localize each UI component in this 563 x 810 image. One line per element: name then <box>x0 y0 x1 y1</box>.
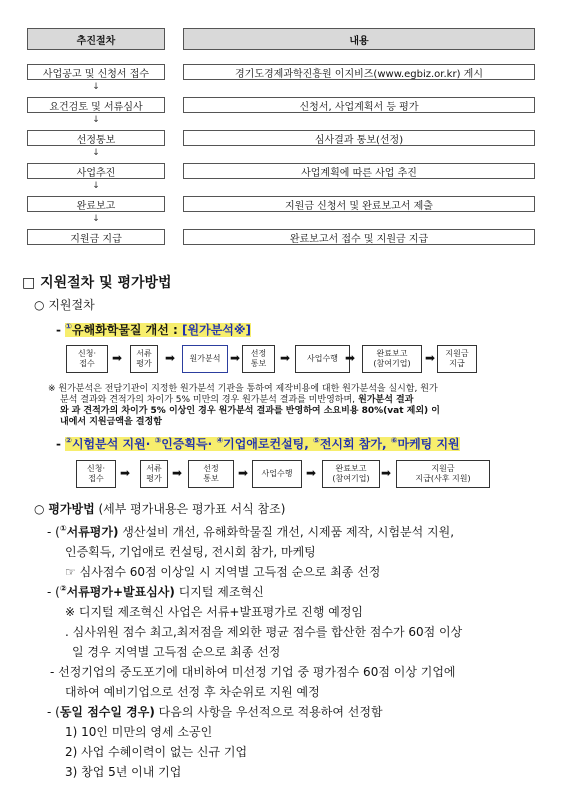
down-arrow-icon: ↓ <box>92 214 100 224</box>
eval-item1-text: 생산설비 개선, 유해화학물질 개선, 시제품 제작, 시험분석 지원, <box>118 525 455 539</box>
flow1-name: 유해화학물질 개선 <box>71 323 169 337</box>
eval-item3: - 선정기업의 중도포기에 대비하여 미선정 기업 중 평가점수 60점 이상 기업에 <box>50 665 456 679</box>
flow2-dash: - <box>56 437 61 451</box>
eval-item2-sub1: . 심사위원 점수 최고,최저점을 제외한 평균 점수를 합산한 점수가 60점 이상 <box>65 625 463 639</box>
eval-item2-num: ② <box>59 584 67 593</box>
eval-item3-line2: 대하여 예비기업으로 선정 후 차순위로 지원 예정 <box>65 685 320 699</box>
sub-bullet: ○ <box>34 298 45 312</box>
table-content-cell: 사업계획에 따른 사업 추진 <box>183 163 535 179</box>
right-arrow-icon: ➡ <box>230 351 241 365</box>
flow2-item-text: 인증획득 <box>161 437 208 451</box>
sub-title-text: 지원절차 <box>48 298 95 312</box>
flow1-step-box: 완료보고 (참여기업) <box>362 345 422 373</box>
eval-title-text: 평가방법 <box>48 502 95 516</box>
flow1-note <box>48 384 548 428</box>
table-content-cell: 경기도경제과학진흥원 이지비즈(www.egbiz.or.kr) 게시 <box>183 64 535 80</box>
table-step-cell: 사업공고 및 신청서 접수 <box>27 64 165 80</box>
section-title-text: 지원절차 및 평가방법 <box>40 275 172 291</box>
down-arrow-icon: ↓ <box>92 148 100 158</box>
priority-1: 1) 10인 미만의 영세 소공인 <box>65 725 213 739</box>
right-arrow-icon: ➡ <box>381 466 392 480</box>
table-content-cell: 심사결과 통보(선정) <box>183 130 535 146</box>
down-arrow-icon: ↓ <box>92 181 100 191</box>
right-arrow-icon: ➡ <box>112 351 123 365</box>
flow2-item-text: 기업애로컨설팅 <box>223 437 305 451</box>
eval-item2-prefix: - ( <box>47 585 60 599</box>
flow1-num: ① <box>65 322 72 331</box>
eval-item2-note: ※ 디지털 제조혁신 사업은 서류+발표평가로 진행 예정임 <box>65 605 364 619</box>
flow2-item-sep: , <box>381 437 391 451</box>
section-title <box>22 272 172 292</box>
eval-item4 <box>47 703 383 720</box>
flow1-note-bold-lead: 와 <box>60 406 69 416</box>
right-arrow-icon: ➡ <box>425 351 436 365</box>
eval-item1-num: ① <box>59 524 67 533</box>
table-content-cell: 신청서, 사업계획서 등 평가 <box>183 97 535 113</box>
right-arrow-icon: ➡ <box>280 351 291 365</box>
flow1-tag: [원가분석※] <box>182 323 252 337</box>
eval-item1-sub: ☞ 심사점수 60점 이상일 시 지역별 고득점 순으로 최종 선정 <box>65 565 381 579</box>
flow2-step-box: 신청· 접수 <box>76 460 116 488</box>
flow2-item-text: 전시회 참가 <box>319 437 382 451</box>
table-content-cell: 지원금 신청서 및 완료보고서 제출 <box>183 196 535 212</box>
eval-title <box>34 500 285 517</box>
flow1-step-box: 선정 통보 <box>242 345 275 373</box>
flow1-note-line1: 원가분석은 전담기관이 지정한 원가분석 기관을 통하여 제작비용에 대한 원가분석을 실시함, 원가 <box>58 384 438 394</box>
flow2-highlight <box>65 437 459 451</box>
eval-item4-label: 동일 점수일 경우) <box>59 705 155 719</box>
flow1-note-mark: ※ <box>48 384 56 394</box>
flow2-item-num: ② <box>65 436 72 445</box>
flow2-item-num: ⑤ <box>313 436 320 445</box>
flow1-note-line4: 내에서 지원금액을 결정함 <box>60 417 162 427</box>
table-step-cell: 사업추진 <box>27 163 165 179</box>
flow2-item-num: ④ <box>216 436 224 445</box>
right-arrow-icon: ➡ <box>306 466 317 480</box>
flow2-item-sep: , <box>304 437 314 451</box>
flow2-item-text: 마케팅 지원 <box>397 437 460 451</box>
eval-item4-text: 다음의 사항을 우선적으로 적용하여 선정함 <box>154 705 383 719</box>
flow2-step-box: 선정 통보 <box>188 460 234 488</box>
flow1-note-line3: 과 견적가의 차이가 5% 이상인 경우 원가분석 결과를 반영하여 소요비용 80%(vat 제외) 이 <box>71 406 440 416</box>
eval-bullet: ○ <box>34 502 45 516</box>
table-content-cell: 완료보고서 접수 및 지원금 지급 <box>183 229 535 245</box>
flow1-note-line2: 분석 결과와 견적가의 차이가 5% 미만의 경우 원가분석 결과를 미반영하며, <box>60 395 356 405</box>
table-header-step: 추진절차 <box>27 28 165 50</box>
table-step-cell: 완료보고 <box>27 196 165 212</box>
flow2-step-box: 지원금 지급(사후 지원) <box>396 460 490 488</box>
table-step-cell: 요건검토 및 서류심사 <box>27 97 165 113</box>
flow2-item-num: ③ <box>154 436 162 445</box>
eval-item1 <box>47 523 454 540</box>
right-arrow-icon: ➡ <box>120 466 131 480</box>
section-bullet: □ <box>22 275 36 291</box>
flow2-title <box>56 435 460 452</box>
flow1-step-box: 원가분석 <box>182 345 228 373</box>
right-arrow-icon: ➡ <box>172 466 183 480</box>
eval-item1-label: 서류평가) <box>66 525 119 539</box>
eval-item1-line2: 인증획득, 기업애로 컨설팅, 전시회 참가, 마케팅 <box>65 545 316 559</box>
down-arrow-icon: ↓ <box>92 82 100 92</box>
table-header-content: 내용 <box>183 28 535 50</box>
flow1-note-bold-tail: 원가분석 결과 <box>355 395 414 405</box>
flow2-item-text: 시험분석 지원 <box>71 437 146 451</box>
right-arrow-icon: ➡ <box>345 351 356 365</box>
flow2-step-box: 사업수행 <box>252 460 302 488</box>
flow2-item-sep: · <box>145 437 155 451</box>
eval-item2-text: 디지털 제조혁신 <box>174 585 264 599</box>
down-arrow-icon: ↓ <box>92 115 100 125</box>
sub-title <box>34 296 95 313</box>
eval-item2-label: 서류평가+발표심사) <box>66 585 175 599</box>
eval-title-note: (세부 평가내용은 평가표 서식 참조) <box>94 502 286 516</box>
right-arrow-icon: ➡ <box>165 351 176 365</box>
flow1-highlight <box>65 323 251 337</box>
flow1-step-box: 사업수행 <box>295 345 350 373</box>
right-arrow-icon: ➡ <box>238 466 249 480</box>
flow1-sep: : <box>168 323 183 337</box>
eval-item4-prefix: - ( <box>47 705 60 719</box>
eval-item1-prefix: - ( <box>47 525 60 539</box>
flow2-step-box: 완료보고 (참여기업) <box>322 460 380 488</box>
priority-2: 2) 사업 수혜이력이 없는 신규 기업 <box>65 745 248 759</box>
flow1-step-box: 지원금 지급 <box>437 345 477 373</box>
flow1-dash: - <box>56 323 61 337</box>
eval-item2 <box>47 583 264 600</box>
flow2-item-sep: · <box>207 437 217 451</box>
flow1-step-box: 신청· 접수 <box>66 345 108 373</box>
flow2-item-num: ⑥ <box>390 436 398 445</box>
flow1-title <box>56 321 251 338</box>
table-step-cell: 선정통보 <box>27 130 165 146</box>
priority-3: 3) 창업 5년 이내 기업 <box>65 765 182 779</box>
eval-item2-sub2: 일 경우 지역별 고득점 순으로 최종 선정 <box>72 645 281 659</box>
table-step-cell: 지원금 지급 <box>27 229 165 245</box>
flow1-step-box: 서류 평가 <box>130 345 158 373</box>
flow2-step-box: 서류 평가 <box>140 460 168 488</box>
